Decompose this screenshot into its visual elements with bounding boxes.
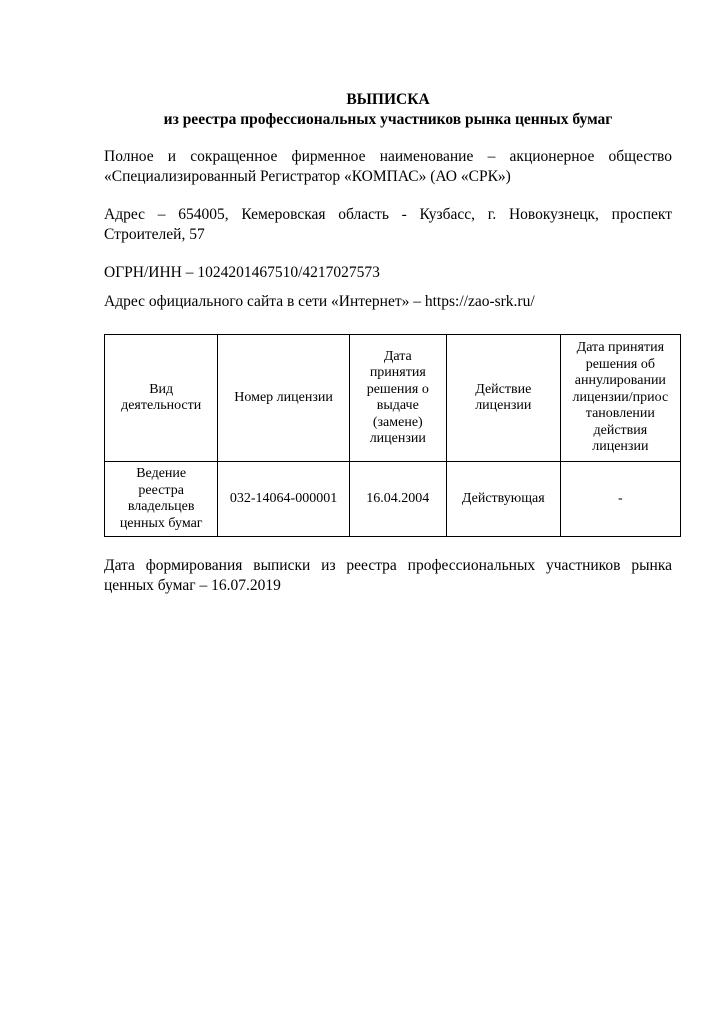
cell-activity-type <box>105 462 218 537</box>
header-issue-decision-date <box>349 335 446 462</box>
cell-text-line: выдаче <box>376 398 419 413</box>
table-row <box>105 462 681 537</box>
cell-text-line: принятия <box>369 365 426 380</box>
cell-revocation-date <box>560 462 680 537</box>
cell-text-line: реестра <box>138 482 184 498</box>
cell-text-line: - <box>618 490 623 506</box>
extract-date-line-2: ценных бумаг – 16.07.2019 <box>104 577 281 594</box>
cell-text-line: ценных бумаг <box>119 515 203 531</box>
cell-text-line: Дата принятия <box>576 340 665 356</box>
cell-text-line: аннулировании <box>574 373 666 389</box>
cell-text-line: (замене) <box>372 414 423 430</box>
address-paragraph <box>104 205 672 245</box>
cell-license-status <box>446 462 560 537</box>
company-name-paragraph <box>104 147 672 187</box>
cell-text-line: лицензии <box>369 431 426 446</box>
cell-text-line: лицензии/приос <box>572 389 669 405</box>
license-table <box>104 334 681 537</box>
company-name-line-1: Полное и сокращенное фирменное наименование – акционерное общество <box>104 148 672 165</box>
cell-issue-decision-date <box>349 462 446 537</box>
cell-text-line: Дата <box>383 348 412 364</box>
cell-text-line: 032-14064-000001 <box>229 490 338 506</box>
website-line: Адрес официального сайта в сети «Интернет» – https://zao-srk.ru/ <box>104 293 535 310</box>
cell-text-line: решения о <box>366 381 429 397</box>
cell-text-line: тановлении <box>585 406 655 422</box>
header-license-number <box>218 335 349 462</box>
cell-text-line: Действие <box>475 381 532 397</box>
header-license-status <box>446 335 560 462</box>
cell-text-line: владельцев <box>127 499 195 514</box>
cell-text-line: 16.04.2004 <box>366 490 430 506</box>
header-activity-type <box>105 335 218 462</box>
cell-text-line: Ведение <box>136 466 187 481</box>
cell-license-number <box>218 462 349 537</box>
cell-text-line: лицензии <box>592 439 649 455</box>
extract-date-line-1: Дата формирования выписки из реестра профессиональных участников рынка <box>104 557 672 574</box>
document-subtitle: из реестра профессиональных участников рынка ценных бумаг <box>163 111 613 128</box>
cell-text-line: лицензии <box>475 398 532 413</box>
header-revocation-date <box>560 335 680 462</box>
ogrn-inn-line: ОГРН/ИНН – 1024201467510/4217027573 <box>104 264 380 281</box>
cell-text-line: Вид <box>149 381 174 397</box>
address-line-2: Строителей, 57 <box>104 226 205 243</box>
table-header-row <box>105 335 681 462</box>
cell-text-line: Действующая <box>461 490 545 506</box>
company-name-line-2: «Специализированный Регистратор «КОМПАС» (АО «СРК») <box>104 168 511 185</box>
cell-text-line: деятельности <box>121 398 202 413</box>
address-line-1: Адрес – 654005, Кемеровская область - Кузбасс, г. Новокузнецк, проспект <box>104 206 672 223</box>
cell-text-line: действия <box>593 422 648 438</box>
cell-text-line: Номер лицензии <box>234 389 333 405</box>
extract-date-paragraph <box>104 556 672 596</box>
document-title: ВЫПИСКА <box>346 91 430 108</box>
cell-text-line: решения об <box>585 356 655 372</box>
